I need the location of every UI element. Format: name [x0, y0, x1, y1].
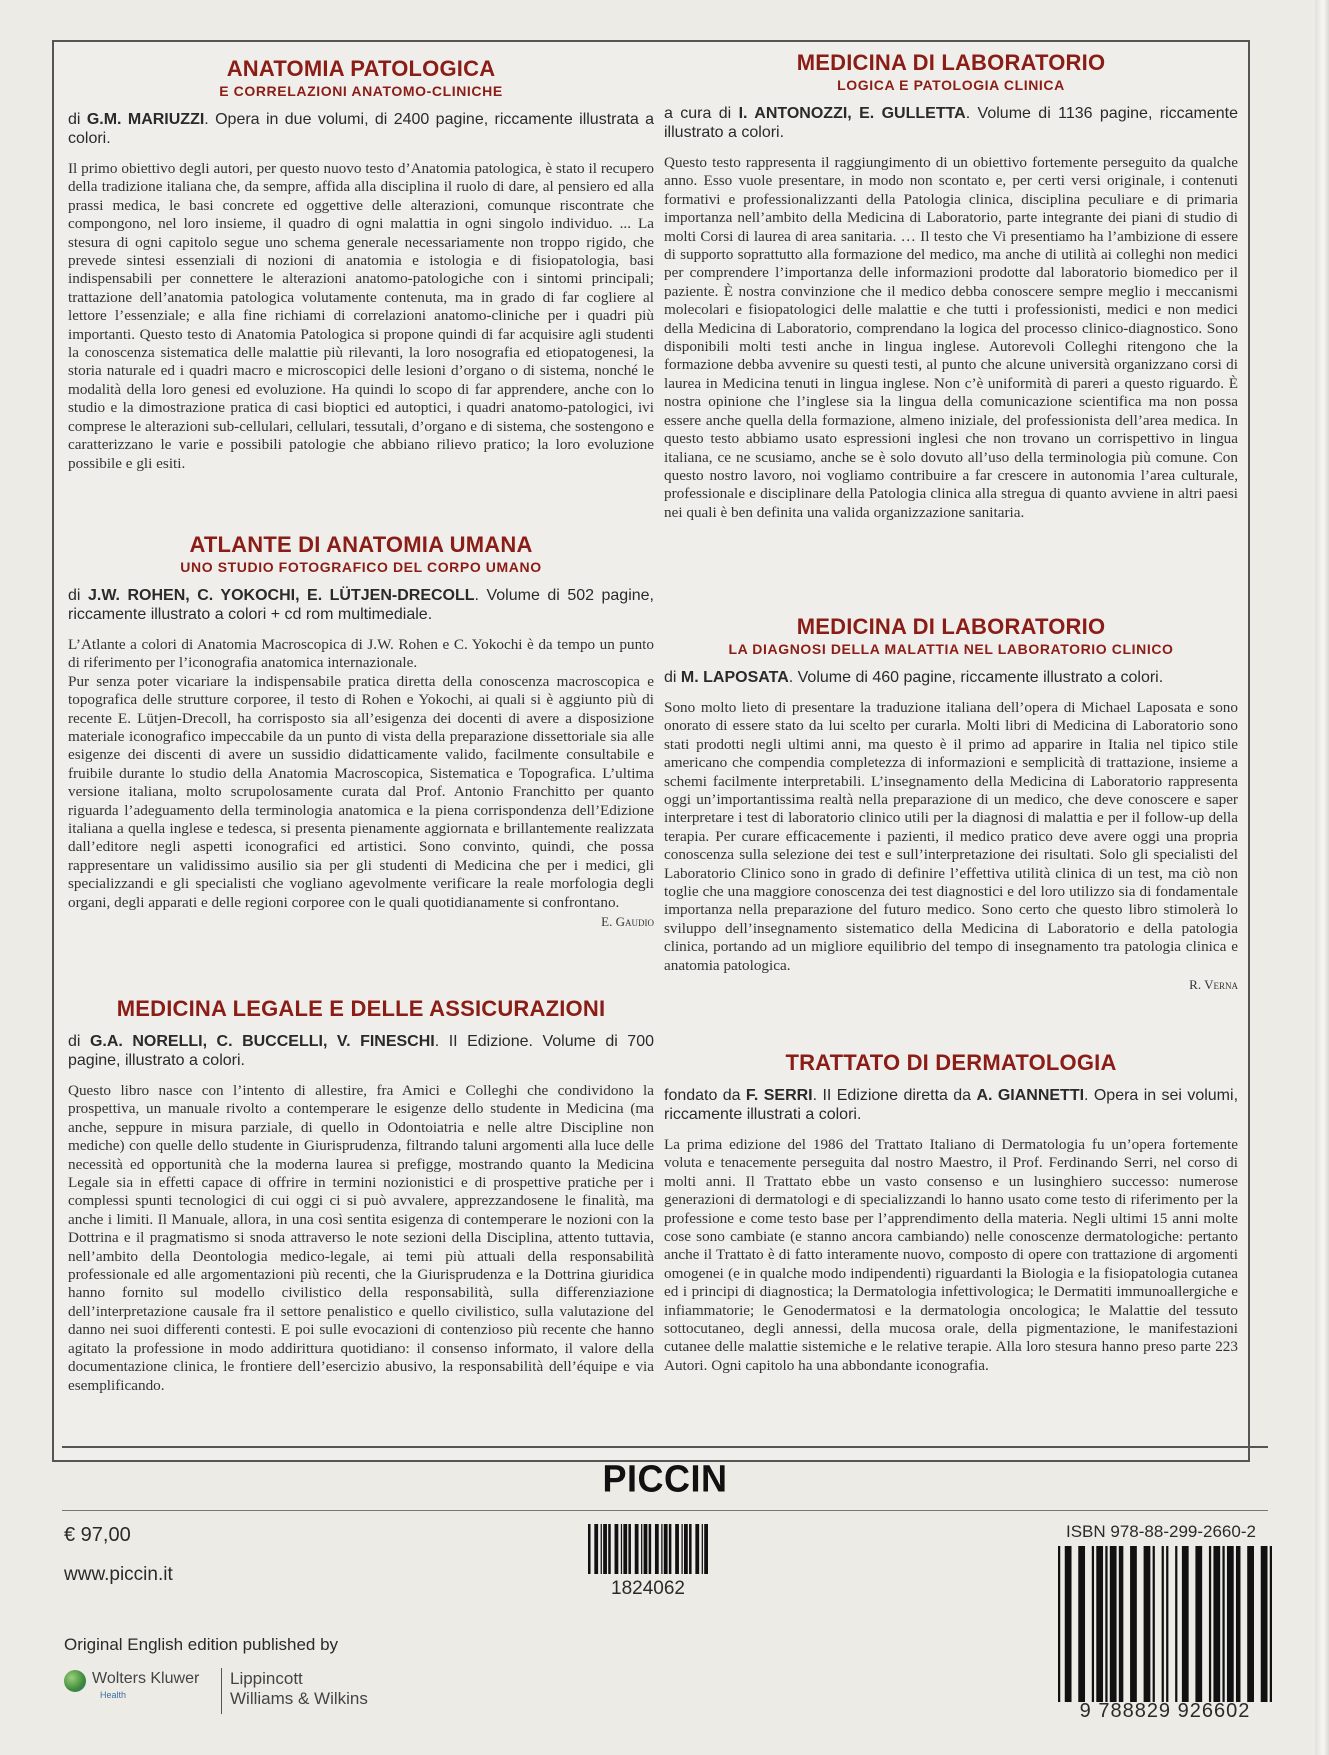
publisher-logo-band: [62, 1446, 1268, 1512]
book-byline: di G.A. NORELLI, C. BUCCELLI, V. FINESCHI. II Edizione. Volume di 700 pagine, illustrato a colori.: [68, 1033, 654, 1069]
book-description: Questo testo rappresenta il raggiungimento di un obiettivo fortemente perseguito da qualche anno. Esso vuole presentare, in modo non scontato e, per certi versi originale, i contenuti formativi e professionalizzanti della Patologia clinica, disciplina peculiare e di primaria importanza nell’ambito della Medicina di Laboratorio, parte integrante dei piani di studio di molti Corsi di laurea di area sanitaria. … Il testo che Vi presentiamo ha l’ambizione di essere di supporto soprattutto alla formazione del medico, ma anche di utilità ai colleghi non medici per comprendere l’importanza delle informazioni prodotte dal laboratorio biomedico per il paziente. È nostra convinzione che il medico debba conoscere sempre meglio i meccanismi molecolari e fisiopatologici delle malattie e che tutti i professionisti, medici e non medici della Medicina di Laboratorio, comprendano la logica del processo clinico-diagnostico. Sono disponibili molti testi anche in lingua inglese. Autorevoli Colleghi ritengono che la formazione debba avvenire su questi testi, al punto che alcune università organizzano corsi di laurea in Medicina tenuti in lingua inglese. Non c’è uniformità di pareri a questo riguardo. È nostra opinione che l’inglese sia la lingua della comunicazione scientifica ma non possa essere anche quella della formazione, almeno iniziale, del professionista dell’area medica. In questo testo abbiamo usato espressioni inglesi che non trovano un corrispettivo in lingua italiana, ce ne scusiamo, anche se è solo dovuto all’uso della terminologia più comune. Con questo nostro lavoro, noi vogliamo contribuire a far crescere in autonomia l’area culturale, professionale e disciplinare della Patologia clinica alla stregua di quanto avviene in altri paesi nei quali è ben definita una valida organizzazione sanitaria.: [664, 154, 1238, 521]
divider: [62, 1510, 1268, 1511]
original-edition-note: Original English edition published by: [64, 1635, 339, 1654]
wolters-kluwer-name: Wolters Kluwer: [92, 1670, 200, 1687]
book-title: MEDICINA LEGALE E DELLE ASSICURAZIONI: [116, 996, 606, 1021]
description-frame: [52, 40, 1250, 1462]
book-byline: di M. LAPOSATA. Volume di 460 pagine, riccamente illustrato a colori.: [664, 669, 1164, 686]
book-byline: di J.W. ROHEN, C. YOKOCHI, E. LÜTJEN-DRECOLL. Volume di 502 pagine, riccamente illustrato a colori + cd rom multimediale.: [68, 587, 655, 623]
wolters-kluwer-health: Health: [100, 1690, 127, 1700]
wolters-kluwer-globe-icon: [64, 1670, 86, 1692]
book-title: ATLANTE DI ANATOMIA UMANA: [189, 532, 533, 557]
section-atlante-anatomia: [68, 532, 654, 930]
book-byline: a cura di I. ANTONOZZI, E. GULLETTA. Volume di 1136 pagine, riccamente illustrato a colori.: [664, 105, 1239, 141]
lww-name-line2: Williams & Wilkins: [230, 1689, 368, 1708]
ean-barcode: [1058, 1546, 1272, 1702]
section-medicina-laboratorio-logica: [664, 50, 1238, 522]
review-signature: R. Verna: [1189, 977, 1238, 993]
ean-number: 9 788829 926602: [1079, 1700, 1251, 1722]
section-medicina-laboratorio-diagnosi: [664, 614, 1238, 993]
section-trattato-dermatologia: [664, 1050, 1238, 1375]
book-description: Sono molto lieto di presentare la traduzione italiana dell’opera di Michael Laposata e sono onorato di essere stato da lui scelto per curarla. Molti libri di Medicina di Laboratorio sono stati prodotti negli ultimi anni, ma questo è il primo ad apparire in Italia nel tipico stile americano che compendia completezza di informazioni e semplicità di trattazione, insieme a schemi facilmente interpretabili. L’insegnamento della Medicina di Laboratorio rappresenta oggi un’importantissima realtà nella preparazione di un medico, che deve conoscere e saper interpretare i test di laboratorio clinico utili per la diagnosi di malattia e per il follow-up della terapia. Per curare efficacemente i pazienti, il medico pratico deve avere oggi una propria conoscenza sulla selezione dei test e sull’interpretazione dei risultati. Solo gli specialisti del Laboratorio Clinico sono in grado di definire l’effettiva utilità clinica di un test, ma ciò non toglie che una maggiore conoscenza dei test diagnostici e del loro utilizzo sia di fondamentale importanza nella preparazione del futuro medico. Sono certo che questo libro stimolerà lo sviluppo dell’insegnamento sistematico della Medicina di Laboratorio e della patologia clinica, portando ad un migliore equilibrio del tempo di insegnamento tra patologia clinica e anatomia patologica.: [664, 699, 1238, 974]
book-subtitle: E CORRELAZIONI ANATOMO-CLINICHE: [219, 83, 503, 99]
book-description: La prima edizione del 1986 del Trattato Italiano di Dermatologia fu un’opera fortemente voluta e tenacemente perseguita dal nostro Maestro, il Prof. Ferdinando Serri, nel corso di molti anni. Il Trattato ebbe un vasto consenso e un lusinghiero successo: numerose generazioni di dermatologi e di specializzandi lo hanno usato come testo di riferimento per la professione e come testo base per l’apprendimento della materia. Negli ultimi 15 anni molte cose sono cambiate (e stanno ancora cambiando) nelle conoscenze dermatologiche: pertanto anche il Trattato è di fatto interamente nuovo, composto di opere con trattazione di argomenti omogenei (e in qualche modo indipendenti) riguardanti la Biologia e la fisiopatologia cutanea ed i principi di diagnostica; la Dermatologia infettivologica; le Dermatiti immunoallergiche e infiammatorie; le Genodermatosi e la dermatologia oncologica; le Malattie del tessuto sottocutaneo, degli annessi, della mucosa orale, della pigmentazione, le manifestazioni cutanee delle malattie sistemiche e le relative terapie. Alla loro stesura hanno preso parte 223 Autori. Ogni capitolo ha una abbondante iconografia.: [664, 1136, 1238, 1374]
section-medicina-legale: [68, 996, 654, 1395]
book-authors: F. SERRI: [745, 1087, 813, 1104]
book-authors: G.M. MARIUZZI: [86, 111, 205, 128]
internal-code: 1824062: [611, 1578, 685, 1599]
book-authors: G.A. NORELLI, C. BUCCELLI, V. FINESCHI: [89, 1033, 435, 1050]
book-subtitle: LA DIAGNOSI DELLA MALATTIA NEL LABORATORIO CLINICO: [728, 641, 1174, 657]
book-subtitle: UNO STUDIO FOTOGRAFICO DEL CORPO UMANO: [180, 559, 542, 575]
book-title: ANATOMIA PATOLOGICA: [226, 56, 496, 81]
review-signature: E. Gaudio: [601, 914, 654, 930]
piccin-logo: PICCIN: [602, 1456, 728, 1500]
book-description: Il primo obiettivo degli autori, per questo nuovo testo d’Anatomia patologica, è stato il recupero della tradizione italiana che, da sempre, affida alla disciplina il ruolo di dare, al pensiero ed alla prassi medica, le basi concrete ed oggettive delle alterazioni, comunque riscontrate che compongono, nel loro insieme, il quadro di ogni malattia in ogni singolo individuo. ... La stesura di ogni capitolo segue uno schema generale necessariamente non troppo rigido, che prevede sintesi essenziali di nozioni di anatomia e istologia e di fisiopatologia, basi indispensabili per connettere le alterazioni anatomo-patologiche con i sintomi principali; trattazione dell’anatomia patologica volutamente contenuta, ma in grado di far cogliere al lettore l’essenziale; e alla fine richiami di correlazioni anatomo-cliniche per i quadri più importanti. Questo testo di Anatomia Patologica si propone quindi di far acquisire agli studenti la conoscenza sistematica delle malattie più rilevanti, la loro nosografia ed etiopatogenesi, la storia naturale ed i quadri macro e microscopici delle lesioni d’organo o di sistema, nonché le modalità della loro genesi ed evoluzione. Ha quindi lo scopo di far apprendere, anche con lo studio e la dimostrazione pratica di casi bioptici ed autoptici, i quadri anatomo-patologici, ivi comprese le alterazioni sub-cellulari, cellulari, tessutali, d’organo e di sistema, che sostengono e caratterizzano le varie e possibili patologie che abbiano rilievo pratico; la loro evoluzione possibile e gli esiti.: [68, 160, 654, 472]
original-publisher-logo: [64, 1668, 404, 1718]
book-title: MEDICINA DI LABORATORIO: [796, 614, 1106, 639]
lww-name-line1: Lippincott: [230, 1669, 303, 1688]
book-editor: A. GIANNETTI: [976, 1087, 1085, 1104]
book-description-continued: Pur senza poter vicariare la indispensabile pratica diretta della conoscenza macroscopica e topografica delle strutture corporee, il testo di Rohen e Yokochi, ai quali si è aggiunto più di recente E. Lütjen-Drecoll, ha corrisposto sia all’esigenza dei docenti di avere a disposizione materiale iconografico impeccabile da un punto di vista della preparazione dissettoriale sia alle esigenze dei discenti di avere un sussidio didatticamente valido, facilmente consultabile e fruibile durante lo studio della Anatomia Macroscopica, Sistematica e Topografica. L’ultima versione italiana, molto scrupolosamente curata dal Prof. Antonio Franchitto per quanto riguarda l’adeguamento della terminologia anatomica e la piena corrispondenza dell’Edizione italiana a quella inglese e tedesca, si presenta pienamente aggiornata e brillantemente realizzata dall’editore negli aspetti iconografici ed artistici. Sono convinto, quindi, che possa rappresentare un validissimo ausilio sia per gli studenti di Medicina che per i medici, gli specializzandi e gli specialisti che vogliano agevolmente verificare la reale morfologia degli organi, degli apparati e delle regioni corporee con le quali quotidianamente si confrontano.: [68, 672, 654, 911]
isbn-label: ISBN 978-88-299-2660-2: [1066, 1522, 1256, 1541]
section-anatomia-patologica: [68, 56, 654, 473]
book-subtitle: LOGICA E PATOLOGIA CLINICA: [837, 77, 1065, 93]
book-byline: di G.M. MARIUZZI. Opera in due volumi, di 2400 pagine, riccamente illustrata a colori.: [68, 111, 654, 147]
book-description: Questo libro nasce con l’intento di allestire, fra Amici e Colleghi che condividono la prospettiva, un manuale rivolto a contemperare le esigenze dello studente in Medicina (ma anche, seppure in misura parziale, di quello in Odontoiatria e nelle altre Discipline non mediche) con quelle dello studente in Giurisprudenza, filtrando taluni argomenti alla luce delle necessità ed opportunità che la moderna laurea si prefigge, mostrando quanto la Medicina Legale sia in effetti capace di offrire in termini nozionistici e di prospettive pratiche per i complessi spunti tecnologici di cui oggi ci si può avvalere, apprezzandosene le finalità, ma anche i limiti. Il Manuale, allora, in una così sentita esigenza di contemperare le nozioni con la Dottrina e il pragmatismo si snoda attraverso le note sezioni della Disciplina, attento tuttavia, nell’ambito della Deontologia medico-legale, ai temi più attuali della responsabilità professionale ed alle argomentazioni più recenti, che la Giurisprudenza e la Dottrina giuridica hanno fornito sul modello civilistico della responsabilità, sulla differenziazione dell’interpretazione causale fra il settore penalistico e quello civilistico, sulla valutazione del danno nei suoi differenti contesti. E poi sulle evocazioni di contenzioso più recente che hanno agitato la professione in modo addirittura quotidiano: il consenso informato, il valore della documentazione clinica, le frontiere dell’esercizio abusivo, la responsabilità dell’équipe e via esemplificando.: [68, 1082, 654, 1394]
book-authors: I. ANTONOZZI, E. GULLETTA: [738, 105, 966, 122]
publisher-website: www.piccin.it: [64, 1564, 173, 1585]
book-description: L’Atlante a colori di Anatomia Macroscopica di J.W. Rohen e C. Yokochi è da tempo un punto di riferimento per l’iconografia anatomica internazionale.: [68, 636, 654, 672]
book-byline: fondato da F. SERRI. II Edizione diretta da A. GIANNETTI. Opera in sei volumi, riccamente illustrati a colori.: [664, 1087, 1239, 1123]
divider: [221, 1668, 222, 1714]
book-authors: J.W. ROHEN, C. YOKOCHI, E. LÜTJEN-DRECOLL: [87, 587, 475, 604]
internal-barcode: [588, 1524, 708, 1574]
book-authors: M. LAPOSATA: [680, 669, 789, 686]
page-edge: [1315, 0, 1329, 1755]
book-title: MEDICINA DI LABORATORIO: [796, 50, 1106, 75]
price-label: € 97,00: [64, 1524, 131, 1546]
book-title: TRATTATO DI DERMATOLOGIA: [785, 1050, 1117, 1075]
